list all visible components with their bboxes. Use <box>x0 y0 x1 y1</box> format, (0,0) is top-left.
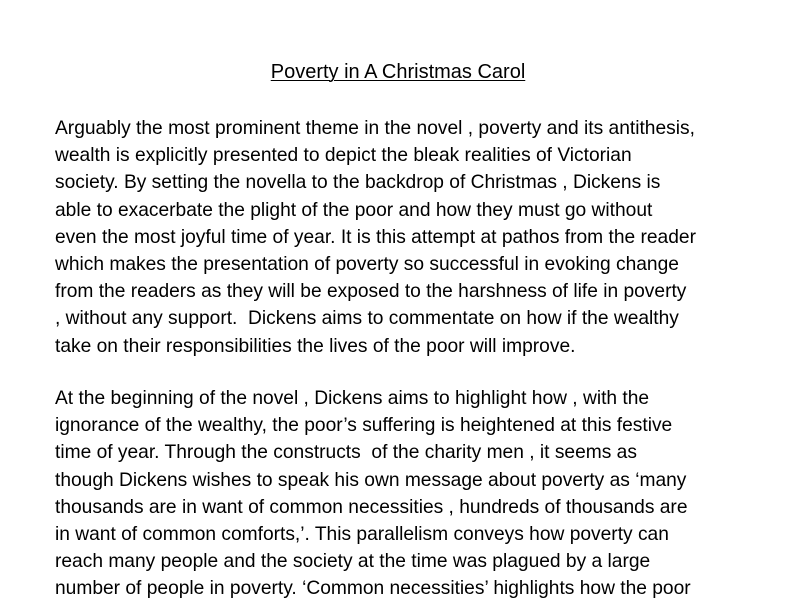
text-line: Arguably the most prominent theme in the novel , poverty and its antithesis, <box>55 118 695 139</box>
text-line: able to exacerbate the plight of the poor and how they must go without <box>55 199 653 221</box>
text-line: ignorance of the wealthy, the poor’s suffering is heightened at this festive <box>55 415 673 437</box>
text-line: thousands are in want of common necessities , hundreds of thousands are <box>55 496 688 518</box>
text-line: in want of common comforts,’. This parallelism conveys how poverty can <box>55 524 669 546</box>
text-line: , without any support. Dickens aims to commentate on how if the wealthy <box>55 308 679 330</box>
text-line: society. By setting the novella to the backdrop of Christmas , Dickens is <box>55 172 661 194</box>
document-title: Poverty in A Christmas Carol <box>270 61 526 83</box>
text-line: from the readers as they will be exposed to the harshness of life in poverty <box>55 281 687 303</box>
text-line: though Dickens wishes to speak his own message about poverty as ‘many <box>55 469 687 491</box>
text-line: which makes the presentation of poverty so successful in evoking change <box>55 254 679 276</box>
text-line: even the most joyful time of year. It is this attempt at pathos from the reader <box>55 226 696 248</box>
text-line: number of people in poverty. ‘Common necessities’ highlights how the poor <box>55 578 691 600</box>
text-line: take on their responsibilities the lives of the poor will improve. <box>55 335 576 357</box>
paragraph-1 <box>55 115 755 360</box>
text-line: time of year. Through the constructs of the charity men , it seems as <box>55 442 637 464</box>
text-line: At the beginning of the novel , Dickens aims to highlight how , with the <box>55 388 650 409</box>
text-line: reach many people and the society at the time was plagued by a large <box>55 551 651 573</box>
text-line: wealth is explicitly presented to depict the bleak realities of Victorian <box>55 145 632 167</box>
paragraph-2 <box>55 385 755 603</box>
